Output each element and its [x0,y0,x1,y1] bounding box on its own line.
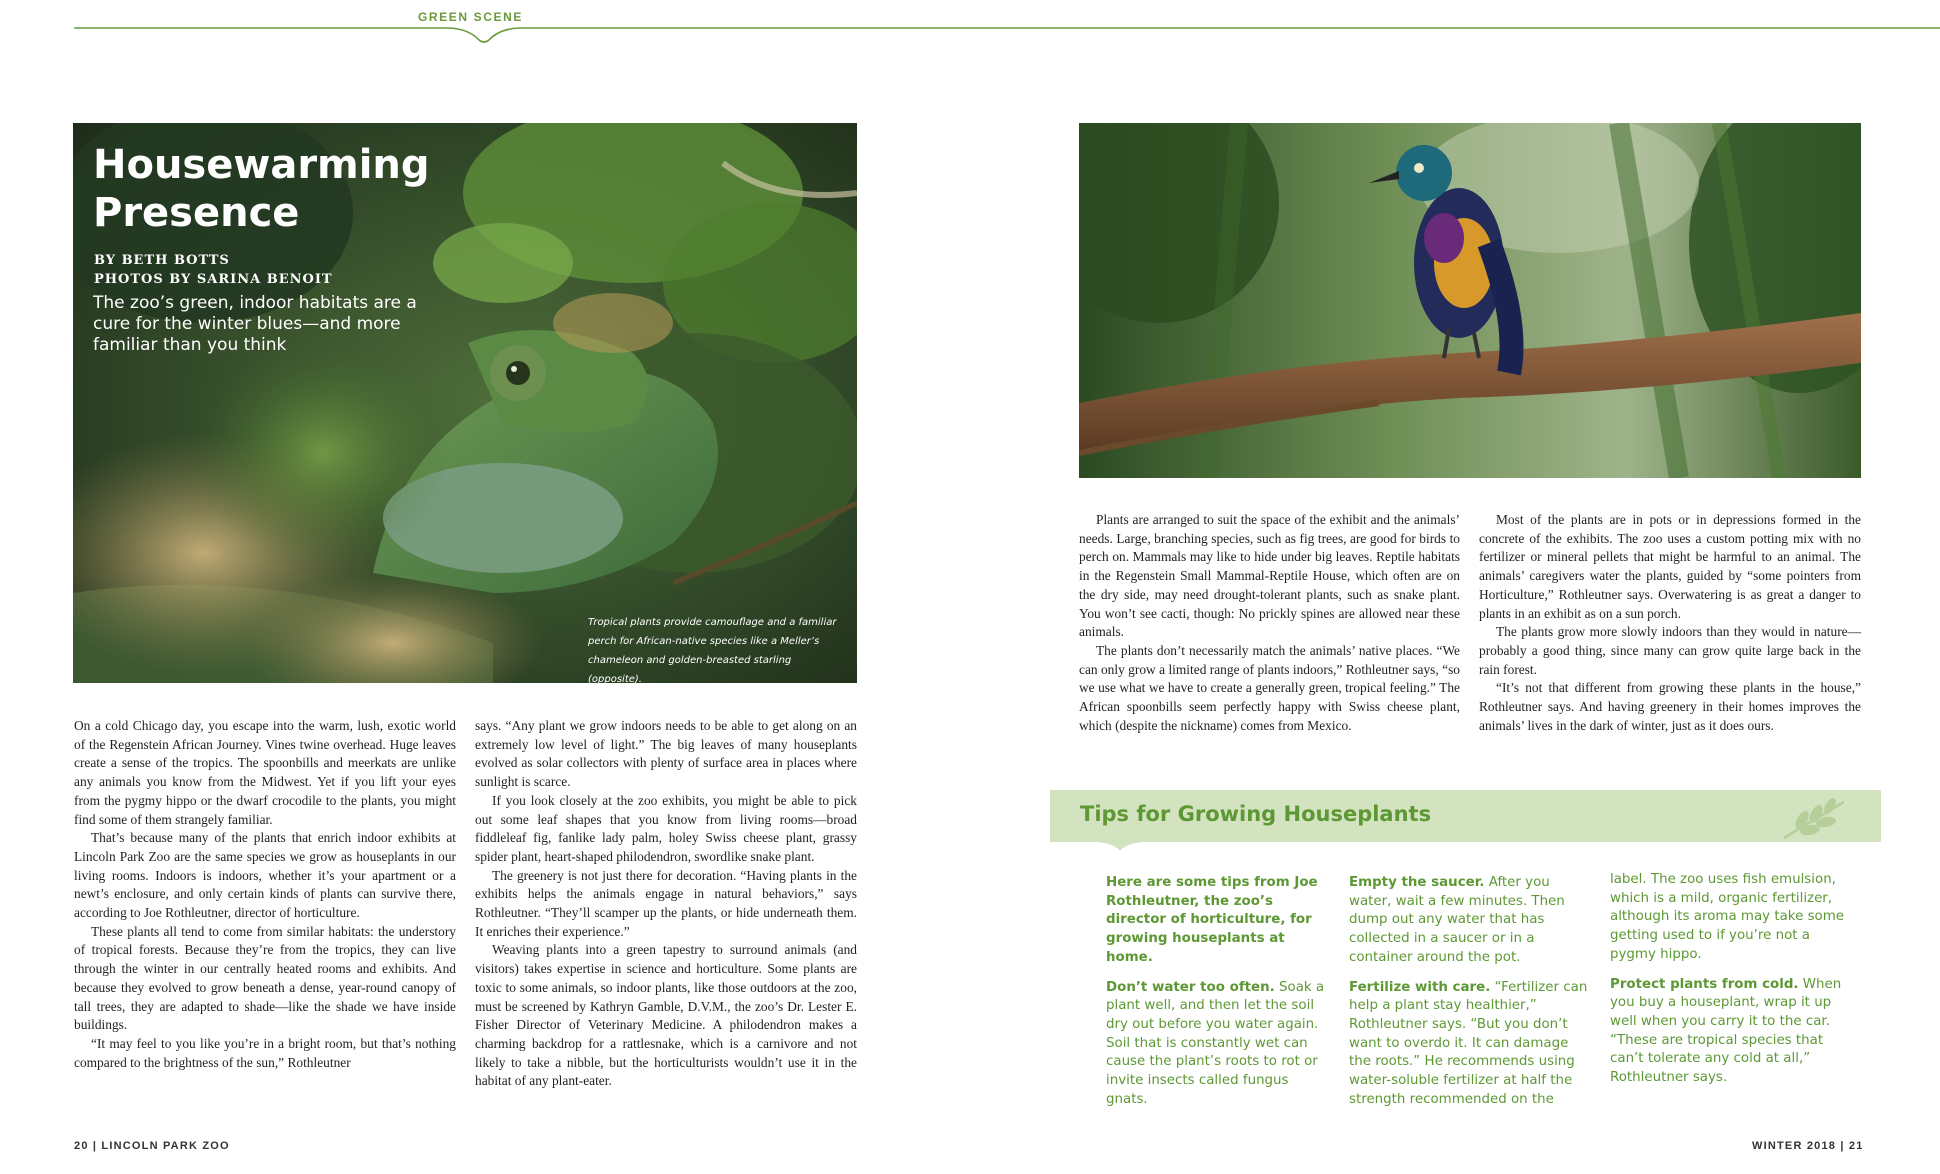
paragraph: The greenery is not just there for decoration. “Having plants in the exhibits helps the animals engage in natural behaviors,” says Rothleutner. “They’ll scamper up the plants, or hide underneath them. It enriches their experience.” [475,867,857,939]
paragraph: Weaving plants into a green tapestry to surround animals (and visitors) takes expertise in science and horticulture. Some plants are toxic to some animals, so indoor plants, like those outdoors at the zoo, must be screened by Kathryn Gamble, D.V.M., the zoo’s Dr. Lester E. Fisher Director of Veterinary Medicine. A philodendron makes a charming backdrop for a rattlesnake, which is a carnivore and not likely to take a nibble, but the horticulturists wouldn’t use it in the habitat of any plant-eater. [475,942,857,1089]
article-column-3 [1079,511,1460,735]
tips-column-2 [1349,874,1589,1120]
paragraph: “It’s not that different from growing these plants in the house,” Rothleutner says. And having greenery in their homes improves the animals’ lives in the dark of winter, just as it does ours. [1479,680,1861,733]
byline [94,251,333,289]
tip-item [1610,976,1852,1088]
tips-intro [1106,874,1326,968]
tip-item [1349,979,1589,1110]
article-title: Housewarming Presence [93,142,430,236]
leaf-icon [1780,796,1848,840]
tips-column-3 [1610,871,1852,1099]
header-rule [74,22,1940,52]
tip-body: Soak a plant well, and then let the soil dry out before you water again. Soil that is constantly wet can cause the plant’s roots to rot or invite insects called fungus gnats. [1106,979,1325,1107]
paragraph: says. “Any plant we grow indoors needs to be able to get along on an extremely low level of light.” The big leaves of many houseplants evolved as solar collectors with plenty of surface area in places where sunlight is scarce. [475,718,857,790]
folio-right: WINTER 2018 | 21 [1752,1140,1864,1152]
paragraph: The plants grow more slowly indoors than they would in nature—probably a good thing, since many can grow quite large back in the rain forest. [1479,624,1861,677]
tip-continuation: label. The zoo uses fish emulsion, which is a mild, organic fertilizer, although its aroma may take some getting used to if you’re not a pygmy hippo. [1610,872,1845,962]
starling-photo [1079,123,1861,478]
tips-title: Tips for Growing Houseplants [1080,802,1432,826]
byline-author: BY BETH BOTTS [94,253,230,268]
paragraph: “It may feel to you like you’re in a bright room, but that’s nothing compared to the brightness of the sun,” Rothleutner [74,1035,456,1070]
tips-intro-text: Here are some tips from Joe Rothleutner, the zoo’s director of horticulture, for growing houseplants at home. [1106,875,1318,965]
paragraph: That’s because many of the plants that enrich indoor exhibits at Lincoln Park Zoo are the same species we grow as houseplants in our living rooms. Indoors is indoors, whether it’s your apartment or a newt’s enclosure, and only certain kinds of plants can survive there, according to Joe Rothleutner, director of horticulture. [74,830,456,921]
article-deck: The zoo’s green, indoor habitats are a cure for the winter blues—and more familiar than you think [93,293,417,355]
article-column-4 [1479,511,1861,735]
article-column-1 [74,717,456,1072]
tip-body: After you water, wait a few minutes. Then dump out any water that has collected in a saucer or in a container around the pot. [1349,875,1565,965]
article-column-2 [475,717,857,1091]
photo-caption: Tropical plants provide camouflage and a familiar perch for African-native species like a Meller’s chameleon and golden-breasted starling (opposite). [588,617,837,683]
tips-column-1 [1106,874,1326,1120]
tip-body: “Fertilizer can help a plant stay healthier,” Rothleutner says. “But you don’t want to overdo it. It can damage the roots.” He recommends using water-soluble fertilizer at half the strength recommended on the [1349,979,1588,1107]
paragraph: These plants all tend to come from similar habitats: the understory of tropical forests. Because they’re from the tropics, they can live through the winter in our centrally heated rooms and exhibits. And because they evolved to grow beneath a dense, year-round canopy of tall trees, they are adapted to shade—like the shade we have inside buildings. [74,923,456,1033]
tip-item [1106,979,1326,1110]
paragraph: On a cold Chicago day, you escape into the warm, lush, exotic world of the Regenstein African Journey. Vines twine overhead. Huge leaves create a sense of the tropics. The spoonbills and meerkats are unlike any animals you know from the Midwest. Yet if you lift your eyes from the pygmy hippo or the dwarf crocodile to the plants, you might find some of them strangely familiar. [74,718,456,827]
byline-photos: PHOTOS BY SARINA BENOIT [94,272,333,287]
paragraph: Most of the plants are in pots or in depressions formed in the concrete of the exhibits. The zoo uses a custom potting mix with no fertilizer or mineral pellets that might be harmful to an animal. The animals’ caregivers water the plants, guided by “some pointers from Horticulture,” Rothleutner says. Overwatering is as great a danger to plants in an exhibit as on a sun porch. [1479,512,1861,621]
tip-heading: Protect plants from cold. [1610,976,1799,992]
tip-body: When you buy a houseplant, wrap it up well when you carry it to the car. “These are tropical species that can’t tolerate any cold at all,” Rothleutner says. [1610,976,1842,1086]
hero-image-starling [1079,123,1861,478]
tip-heading: Fertilize with care. [1349,979,1491,995]
paragraph: If you look closely at the zoo exhibits, you might be able to pick out some leaf shapes that you know from living rooms—broad fiddleleaf fig, fanlike lady palm, holey Swiss cheese plant, grassy spider plant, heart-shaped philodendron, swordlike snake plant. [475,792,857,864]
paragraph: Plants are arranged to suit the space of the exhibit and the animals’ needs. Large, branching species, such as fig trees, are good for birds to perch on. Mammals may like to hide under big leaves. Reptile habitats in the Regenstein Small Mammal-Reptile House, which often are on the dry side, may need drought-tolerant plants, such as snake plant. You won’t see cacti, though: No prickly spines are allowed near these animals. [1079,512,1460,640]
tip-heading: Don’t water too often. [1106,979,1275,995]
hero-image-chameleon [73,123,857,683]
tip-heading: Empty the saucer. [1349,875,1485,890]
section-label: GREEN SCENE [418,10,523,24]
tip-item [1349,874,1589,968]
tips-band-notch [1090,841,1150,851]
folio-left: 20 | LINCOLN PARK ZOO [74,1140,230,1152]
paragraph: The plants don’t necessarily match the animals’ native places. “We can only grow a limited range of plants indoors,” Rothleutner says, “so we use what we have to create a generally green, tropical feeling.” The African spoonbills seem perfectly happy with Swiss cheese plant, which (despite the nickname) comes from Mexico. [1079,642,1460,733]
